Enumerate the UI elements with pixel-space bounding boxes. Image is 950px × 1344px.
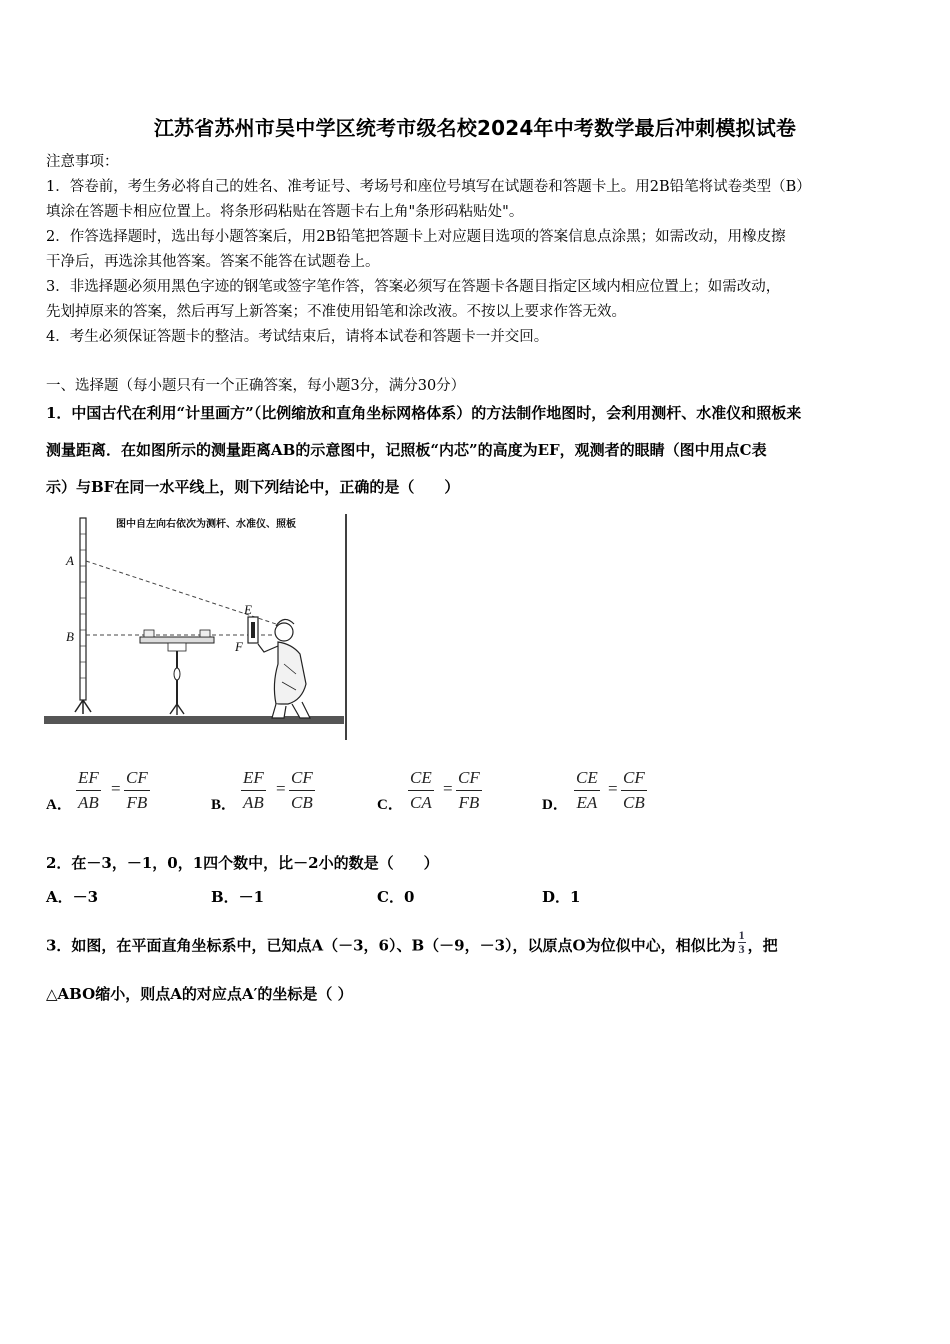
equals-sign: = <box>608 779 618 798</box>
notice-line: 先划掉原来的答案，然后再写上新答案；不准使用铅笔和涂改液。不按以上要求作答无效。 <box>46 304 626 320</box>
figure-caption: 图中自左向右依次为测杆、水准仪、照板 <box>116 519 296 530</box>
notice-line: 1．答卷前，考生务必将自己的姓名、准考证号、考场号和座位号填写在试题卷和答题卡上。用2B铅笔将试卷类型（B） <box>46 179 811 195</box>
numerator: CF <box>289 768 315 791</box>
label-f: F <box>235 639 243 654</box>
option-letter: A． <box>46 797 72 813</box>
question-2-option[interactable]: C．0 <box>377 888 415 906</box>
notice-line: 填涂在答题卡相应位置上。将条形码粘贴在答题卡右上角"条形码粘贴处"。 <box>46 204 524 220</box>
question-2-option[interactable]: B．－1 <box>211 888 265 906</box>
question-1-line: 测量距离．在如图所示的测量距离AB的示意图中，记照板“内芯”的高度为EF，观测者的眼睛（图中用点C表 <box>46 441 767 459</box>
denominator: AB <box>243 793 264 812</box>
question-3-line: △ABO缩小，则点A的对应点A′的坐标是（ ） <box>46 985 353 1003</box>
label-a: A <box>66 553 74 568</box>
question-1-line: 1．中国古代在利用“计里画方”（比例缩放和直角坐标网格体系）的方法制作地图时，会利用测杆、水准仪和照板来 <box>46 404 802 422</box>
label-e: E <box>244 602 252 617</box>
numerator: CF <box>456 768 482 791</box>
denominator: CB <box>291 793 313 812</box>
ratio-fraction <box>738 929 746 956</box>
question-3-stem-start: 3．如图，在平面直角坐标系中，已知点A（－3，6）、B（－9，－3），以原点O为位似中心，相似比为 <box>46 936 736 955</box>
fraction <box>241 768 266 813</box>
question-3-stem <box>46 928 778 960</box>
notice-line: 2．作答选择题时，选出每小题答案后，用2B铅笔把答题卡上对应题目选项的答案信息点涂黑；如需改动，用橡皮擦 <box>46 229 786 245</box>
equals-sign: = <box>111 779 121 798</box>
numerator: CE <box>574 768 600 791</box>
question-3-stem-end: ，把 <box>747 936 778 955</box>
section-heading: 一、选择题（每小题只有一个正确答案，每小题3分，满分30分） <box>46 378 466 394</box>
denominator: FB <box>458 793 480 812</box>
denominator: AB <box>78 793 99 812</box>
option-letter: B． <box>211 797 237 813</box>
notice-line: 干净后，再选涂其他答案。答案不能答在试题卷上。 <box>46 254 380 270</box>
denominator: CA <box>410 793 432 812</box>
question-1-line: 示）与BF在同一水平线上，则下列结论中，正确的是（ ） <box>46 478 460 496</box>
fraction <box>124 768 150 813</box>
notice-line: 3．非选择题必须用黑色字迹的钢笔或签字笔作答，答案必须写在答题卡各题目指定区域内相应位置上；如需改动， <box>46 279 781 295</box>
denominator: CB <box>623 793 645 812</box>
measurement-figure <box>44 514 350 744</box>
fraction <box>408 768 434 813</box>
equals-sign: = <box>443 779 453 798</box>
fraction <box>76 768 101 813</box>
numerator: CE <box>408 768 434 791</box>
fraction <box>289 768 315 813</box>
numerator: EF <box>241 768 266 791</box>
fraction <box>574 768 600 813</box>
notice-line: 4．考生必须保证答题卡的整洁。考试结束后，请将本试卷和答题卡一并交回。 <box>46 329 549 345</box>
question-2-stem: 2．在－3，－1，0，1四个数中，比－2小的数是（ ） <box>46 854 439 872</box>
numerator: CF <box>621 768 647 791</box>
option-letter: D． <box>542 797 568 813</box>
ratio-denominator: 3 <box>738 942 745 956</box>
ratio-numerator: 1 <box>738 928 745 942</box>
page-title: 江苏省苏州市吴中学区统考市级名校2024年中考数学最后冲刺模拟试卷 <box>153 116 797 140</box>
question-2-option[interactable]: A．－3 <box>46 888 99 906</box>
option-letter: C． <box>377 797 403 813</box>
numerator: CF <box>124 768 150 791</box>
denominator: FB <box>126 793 148 812</box>
label-b: B <box>66 629 74 644</box>
notice-heading: 注意事项： <box>46 154 119 170</box>
equals-sign: = <box>276 779 286 798</box>
fraction <box>456 768 482 813</box>
denominator: EA <box>576 793 598 812</box>
fraction <box>621 768 647 813</box>
numerator: EF <box>76 768 101 791</box>
question-2-option[interactable]: D．1 <box>542 888 581 906</box>
